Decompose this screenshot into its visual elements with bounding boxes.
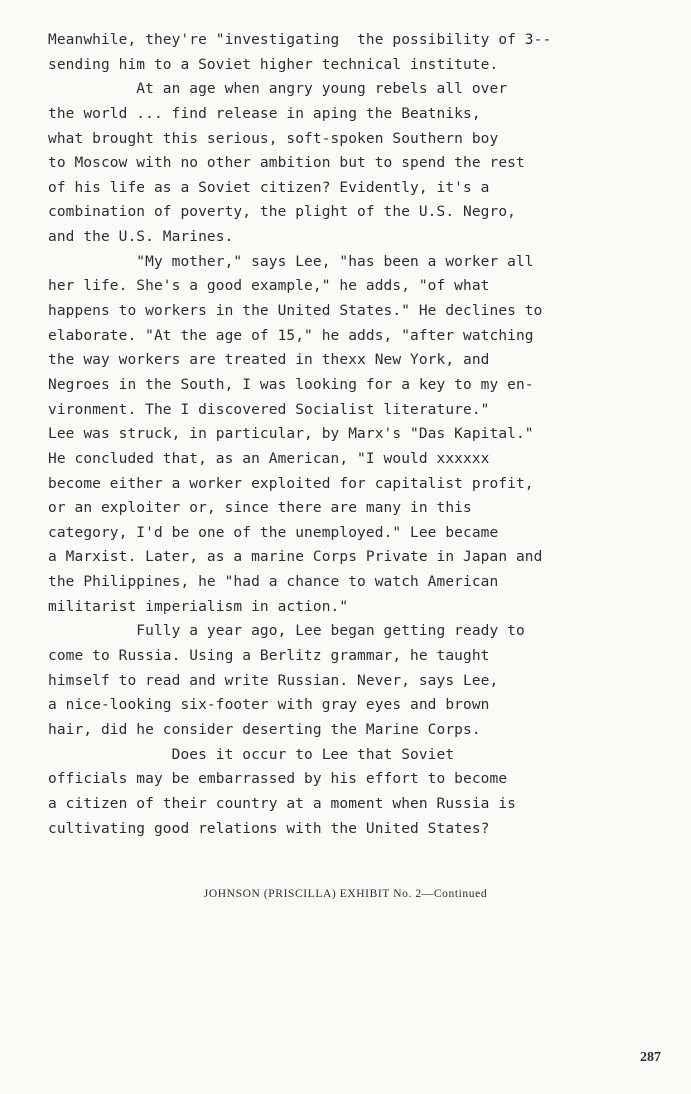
typed-line: category, I'd be one of the unemployed." Lee became xyxy=(48,524,499,541)
typed-line: militarist imperialism in action." xyxy=(48,598,349,615)
typed-line: become either a worker exploited for capitalist profit, xyxy=(48,475,534,492)
typed-line: a nice-looking six-footer with gray eyes and brown xyxy=(48,697,490,714)
typed-line: Negroes in the South, I was looking for a key to my en- xyxy=(48,376,534,393)
typed-line: a Marxist. Later, as a marine Corps Private in Japan and xyxy=(48,549,543,566)
exhibit-caption: JOHNSON (PRISCILLA) EXHIBIT No. 2—Continued xyxy=(203,888,488,900)
typed-line: come to Russia. Using a Berlitz grammar, he taught xyxy=(48,648,490,665)
page-number: 287 xyxy=(640,1050,661,1065)
typed-line: hair, did he consider deserting the Marine Corps. xyxy=(48,721,481,738)
typed-line: elaborate. "At the age of 15," he adds, "after watching xyxy=(48,327,534,344)
typed-line: Fully a year ago, Lee began getting ready to xyxy=(48,623,525,640)
typed-line: At an age when angry young rebels all over xyxy=(48,81,508,98)
typed-line: happens to workers in the United States." He declines to xyxy=(48,303,543,320)
typed-line: Does it occur to Lee that Soviet xyxy=(48,746,455,763)
typed-line: officials may be embarrassed by his effort to become xyxy=(48,771,508,788)
typed-line: sending him to a Soviet higher technical institute. xyxy=(48,56,499,73)
typed-line: the world ... find release in aping the Beatniks, xyxy=(48,105,481,122)
typed-line: the Philippines, he "had a chance to watch American xyxy=(48,574,499,591)
typed-line: He concluded that, as an American, "I would xxxxxx xyxy=(48,450,490,467)
typed-line: cultivating good relations with the United States? xyxy=(48,820,490,837)
typed-line: and the U.S. Marines. xyxy=(48,229,234,246)
typed-line: "My mother," says Lee, "has been a worker all xyxy=(48,253,534,270)
typed-line: Meanwhile, they're "investigating the possibility of 3-- xyxy=(48,32,552,48)
typed-line: a citizen of their country at a moment when Russia is xyxy=(48,795,516,812)
typed-line: her life. She's a good example," he adds, "of what xyxy=(48,278,490,295)
typed-line: of his life as a Soviet citizen? Evidently, it's a xyxy=(48,179,490,196)
typewritten-text-body xyxy=(48,28,648,841)
typed-line: the way workers are treated in thexx New York, and xyxy=(48,352,490,369)
typed-line: combination of poverty, the plight of the U.S. Negro, xyxy=(48,204,516,221)
typed-line: Lee was struck, in particular, by Marx's "Das Kapital." xyxy=(48,426,534,443)
typed-line: himself to read and write Russian. Never, says Lee, xyxy=(48,672,499,689)
typed-line: to Moscow with no other ambition but to spend the rest xyxy=(48,155,525,172)
typed-line: or an exploiter or, since there are many in this xyxy=(48,500,472,517)
typed-line: vironment. The I discovered Socialist literature." xyxy=(48,401,490,418)
typed-line: what brought this serious, soft-spoken Southern boy xyxy=(48,130,499,147)
